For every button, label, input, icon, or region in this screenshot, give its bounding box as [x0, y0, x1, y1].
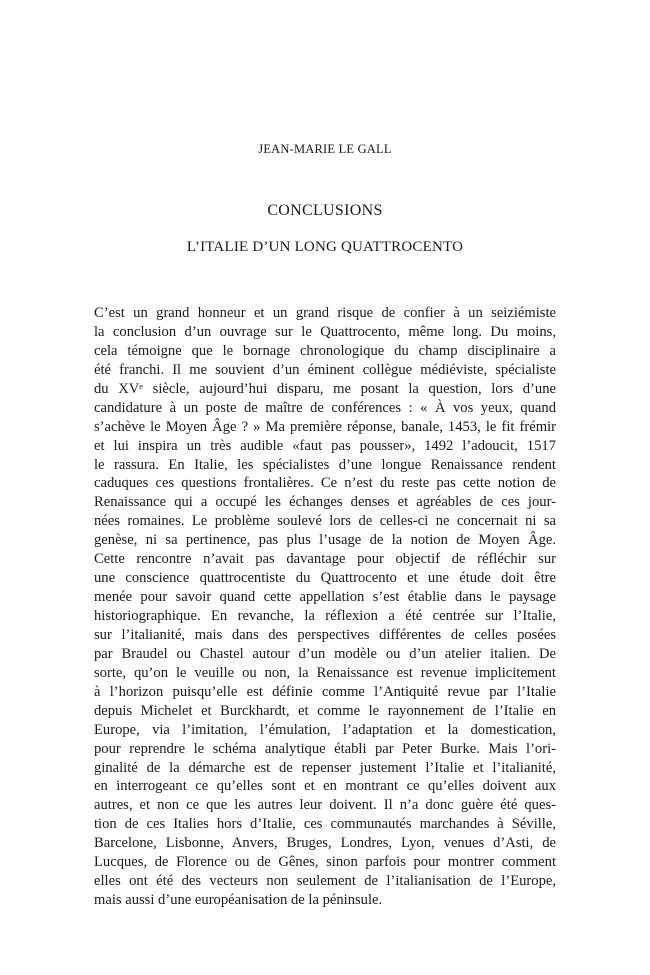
text-line: à l’horizon puisqu’elle est définie comme l’Antiquité revue par l’Italie — [94, 683, 556, 700]
text-line: mais aussi d’une européanisation de la péninsule. — [94, 892, 383, 909]
text-line: elles ont été des vecteurs non seulement de l’italianisation de l’Europe, — [94, 873, 556, 890]
text-line: depuis Michelet et Burckhardt, et comme le rayonnement de l’Italie en — [94, 702, 556, 719]
text-line: C’est un grand honneur et un grand risque de confier à un seiziémiste — [94, 305, 556, 321]
text-line: du XVᵉ siècle, aujourd’hui disparu, me posant la question, lors d’une — [94, 380, 556, 397]
text-line: Renaissance qui a occupé les échanges denses et agréables de ces jour- — [94, 494, 556, 511]
text-line: le rassura. En Italie, les spécialistes d’une longue Renaissance rendent — [94, 456, 556, 473]
text-line: en interrogeant ce qu’elles sont et en montrant ce qu’elles doivent aux — [94, 778, 556, 795]
text-line: Barcelone, Lisbonne, Anvers, Bruges, Londres, Lyon, venues d’Asti, de — [94, 835, 556, 852]
text-line: ginalité de la démarche est de repenser justement l’Italie et l’italianité, — [94, 759, 556, 776]
text-line: été franchi. Il me souvient d’un éminent collègue médiéviste, spécialiste — [94, 361, 556, 378]
chapter-subtitle: L’ITALIE D’UN LONG QUATTROCENTO — [186, 239, 464, 255]
text-line: sur l’italianité, mais dans des perspectives différentes de celles posées — [94, 626, 556, 643]
text-line: genèse, ni sa pertinence, pas plus l’usage de la notion de Moyen Âge. — [94, 532, 556, 549]
chapter-title: CONCLUSIONS — [267, 202, 383, 219]
text-line: tion de ces Italies hors d’Italie, ces communautés marchandes à Séville, — [94, 816, 556, 833]
text-line: Cette rencontre n’avait pas davantage pour objectif de réfléchir sur — [94, 551, 556, 568]
text-line: caduques ces questions frontalières. Ce n’est du reste pas cette notion de — [94, 475, 556, 492]
text-line: et lui inspira un très audible «faut pas pousser», 1492 l’adoucit, 1517 — [94, 437, 556, 454]
text-line: pour reprendre le schéma analytique établi par Peter Burke. Mais l’ori- — [94, 740, 556, 757]
text-line: candidature à un poste de maître de conférences : « À vos yeux, quand — [94, 399, 556, 416]
text-line: autres, et non ce que les autres leur doivent. Il n’a donc guère été ques- — [94, 797, 556, 814]
body-paragraph — [94, 304, 556, 910]
text-line: par Braudel ou Chastel autour d’un modèle ou d’un atelier italien. De — [94, 645, 556, 662]
text-line: historiographique. En revanche, la réflexion a été centrée sur l’Italie, — [94, 608, 556, 624]
text-line: s’achève le Moyen Âge ? » Ma première réponse, banale, 1453, le fit frémir — [94, 418, 556, 435]
text-line: sorte, qu’on le veuille ou non, la Renaissance est revenue implicitement — [94, 664, 556, 681]
running-header-author: JEAN-MARIE LE GALL — [258, 142, 392, 156]
text-line: Europe, via l’imitation, l’émulation, l’adaptation et la domestication, — [94, 721, 556, 738]
text-line: cela témoigne que le bornage chronologique du champ disciplinaire a — [94, 342, 556, 359]
text-line: une conscience quattrocentiste du Quattrocento et une étude doit être — [94, 570, 556, 587]
text-line: la conclusion d’un ouvrage sur le Quattrocento, même long. Du moins, — [94, 323, 556, 340]
text-line: nées romaines. Le problème soulevé lors de celles-ci ne concernait ni sa — [94, 513, 556, 530]
text-line: Lucques, de Florence ou de Gênes, sinon parfois pour montrer comment — [94, 854, 556, 871]
text-line: menée pour savoir quand cette appellation s’est établie dans le paysage — [94, 589, 556, 606]
